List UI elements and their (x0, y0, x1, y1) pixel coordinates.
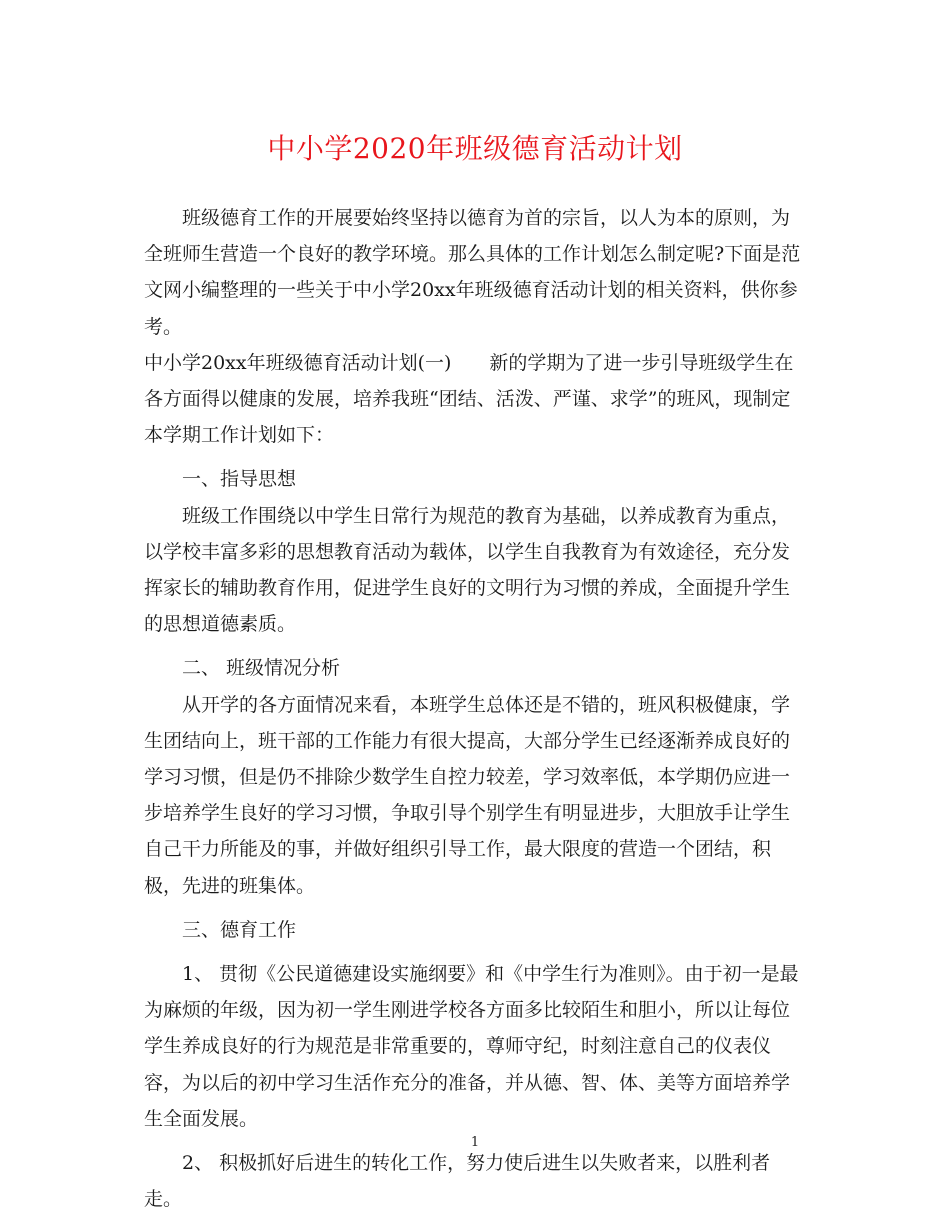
document-body (144, 200, 804, 1217)
page-number: 1 (470, 1135, 480, 1150)
moral-work-item-2: 2、 积极抓好后进生的转化工作，努力使后进生以失败者来，以胜利者走。 (144, 1152, 771, 1211)
class-analysis-paragraph: 从开学的各方面情况来看，本班学生总体还是不错的，班风积极健康，学生团结向上，班干部的工作能力有很大提高，大部分学生已经逐渐养成良好的学习习惯，但是仍不排除少数学生自控力较差，学习效率低，本学期仍应进一步培养学生良好的学习习惯，争取引导个别学生有明显进步，大胆放手让学生自己干力所能及的事，并做好组织引导工作，最大限度的营造一个团结，积极，先进的班集体。 (144, 693, 791, 897)
section-heading-guiding-ideology: 一、指导思想 (182, 468, 297, 491)
intro-paragraph: 班级德育工作的开展要始终坚持以德育为首的宗旨，以人为本的原则，为全班师生营造一个良好的教学环境。那么具体的工作计划怎么制定呢?下面是范文网小编整理的一些关于中小学20xx年班级德育活动计划的相关资料，供你参考。 (144, 207, 801, 338)
plan-intro-paragraph: 中小学20xx年班级德育活动计划(一) 新的学期为了进一步引导班级学生在各方面得以健康的发展，培养我班“团结、活泼、严谨、求学”的班风，现制定本学期工作计划如下： (144, 351, 794, 447)
document-title: 中小学2020年班级德育活动计划 (267, 132, 683, 165)
section-heading-moral-work: 三、德育工作 (182, 918, 297, 941)
guiding-ideology-paragraph: 班级工作围绕以中学生日常行为规范的教育为基础，以养成教育为重点，以学校丰富多彩的思想教育活动为载体，以学生自我教育为有效途径，充分发挥家长的辅助教育作用，促进学生良好的文明行为习惯的养成，全面提升学生的思想道德素质。 (144, 504, 791, 636)
section-heading-class-analysis: 二、 班级情况分析 (182, 657, 341, 680)
moral-work-item-1: 1、 贯彻《公民道德建设实施纲要》和《中学生行为准则》。由于初一是最为麻烦的年级，因为初一学生刚进学校各方面多比较陌生和胆小，所以让每位学生养成良好的行为规范是非常重要的，尊师守纪，时刻注意自己的仪表仪容，为以后的初中学习生活作充分的准备，并从德、智、体、美等方面培养学生全面发展。 (144, 963, 799, 1130)
